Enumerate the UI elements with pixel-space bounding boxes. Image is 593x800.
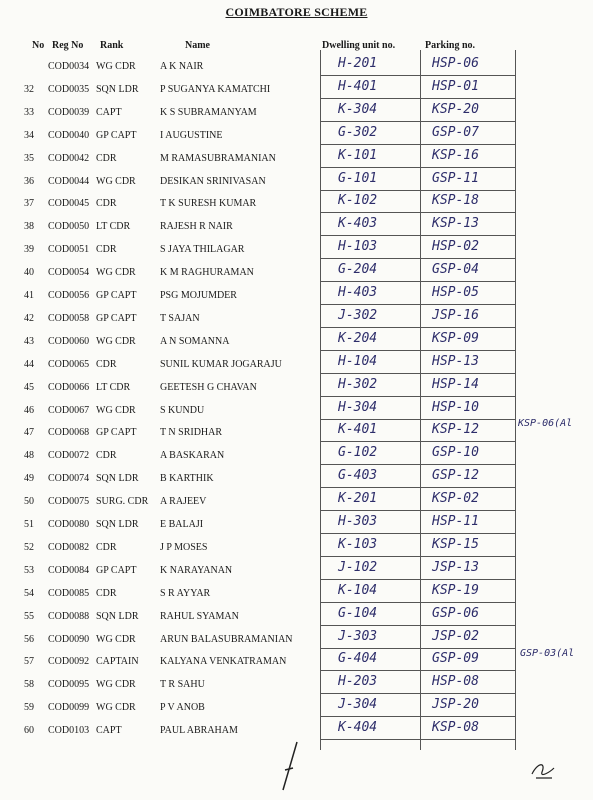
serial-number: 53: [24, 564, 34, 576]
parking-no: GSP-06: [432, 605, 479, 621]
parking-no: GSP-04: [432, 262, 479, 278]
parking-no: JSP-16: [432, 307, 479, 323]
parking-no: GSP-07: [432, 124, 479, 140]
reg-no: COD0056: [48, 290, 90, 301]
row-divider: [320, 739, 515, 740]
table-row: [0, 444, 593, 464]
rank: WG CDR: [96, 404, 136, 416]
reg-no: COD0103: [48, 725, 90, 737]
document-title: COIMBATORE SCHEME: [225, 5, 368, 19]
reg-no: COD0090: [48, 633, 90, 645]
table-row: [0, 101, 593, 121]
dwelling-unit: H-303: [338, 514, 378, 529]
dwelling-unit: K-103: [338, 536, 378, 552]
serial-number: 38: [24, 221, 34, 233]
row-divider: [320, 190, 515, 191]
serial-number: 48: [24, 450, 34, 462]
parking-no: JSP-02: [432, 628, 479, 644]
rank: CAPT: [96, 106, 122, 118]
header-parking: Parking no.: [425, 40, 476, 51]
margin-note: GSP-03(Al: [520, 648, 575, 659]
parking-no: HSP-10: [432, 399, 479, 415]
rank: SURG. CDR: [96, 496, 149, 508]
dwelling-unit: J-102: [338, 559, 378, 575]
header-reg-no: Reg No: [52, 40, 84, 51]
table-row: [0, 605, 593, 625]
table-row: [0, 238, 593, 258]
row-divider: [320, 396, 515, 397]
dwelling-unit: J-304: [338, 697, 378, 713]
name: S R AYYAR: [160, 587, 211, 599]
table-row: [0, 467, 593, 487]
row-divider: [320, 327, 515, 328]
reg-no: COD0075: [48, 496, 90, 508]
dwelling-unit: G-204: [338, 262, 378, 278]
row-divider: [320, 258, 515, 259]
table-row: [0, 78, 593, 98]
row-divider: [320, 75, 515, 76]
rank: GP CAPT: [96, 312, 137, 324]
row-divider: [320, 212, 515, 213]
row-divider: [320, 304, 515, 305]
reg-no: COD0074: [48, 473, 90, 485]
serial-number: 49: [24, 473, 34, 485]
reg-no: COD0065: [48, 358, 90, 370]
rank: CDR: [96, 541, 117, 553]
serial-number: 33: [24, 106, 34, 118]
row-divider: [320, 648, 515, 649]
row-divider: [320, 167, 515, 168]
serial-number: 60: [24, 725, 34, 737]
parking-no: GSP-11: [432, 170, 479, 186]
dwelling-unit: H-104: [338, 353, 378, 369]
rank: GP CAPT: [96, 427, 137, 439]
reg-no: COD0034: [48, 61, 90, 72]
dwelling-unit: H-304: [338, 399, 378, 415]
table-row: [0, 582, 593, 602]
table-row: [0, 215, 593, 235]
row-divider: [320, 98, 515, 99]
table-row: [0, 719, 593, 739]
parking-no: KSP-20: [432, 101, 479, 117]
dwelling-unit: H-403: [338, 285, 378, 300]
reg-no: COD0099: [48, 702, 90, 714]
signature-mark: [275, 740, 305, 795]
row-divider: [320, 373, 515, 374]
rank: WG CDR: [96, 61, 136, 72]
serial-number: 45: [24, 381, 34, 393]
serial-number: 54: [24, 587, 34, 599]
table-row: [0, 330, 593, 350]
row-divider: [320, 716, 515, 717]
table-row: [0, 696, 593, 716]
table-row: [0, 353, 593, 373]
name: T N SRIDHAR: [160, 427, 223, 439]
rank: GP CAPT: [96, 290, 137, 301]
serial-number: 52: [24, 541, 34, 553]
name: B KARTHIK: [160, 473, 214, 485]
parking-no: KSP-09: [432, 330, 479, 346]
reg-no: COD0060: [48, 335, 90, 347]
serial-number: 39: [24, 244, 34, 256]
table-row: [0, 170, 593, 190]
name: P SUGANYA KAMATCHI: [160, 83, 271, 95]
reg-no: COD0080: [48, 519, 90, 530]
serial-number: 46: [24, 404, 34, 416]
parking-no: GSP-09: [432, 651, 479, 667]
dwelling-unit: K-304: [338, 101, 378, 117]
serial-number: 42: [24, 312, 34, 324]
reg-no: COD0050: [48, 221, 90, 233]
name: S JAYA THILAGAR: [160, 244, 245, 256]
dwelling-unit: H-103: [338, 239, 378, 255]
serial-number: 58: [24, 679, 34, 691]
serial-number: 40: [24, 267, 34, 279]
table-row: [0, 421, 593, 441]
rank: CDR: [96, 198, 117, 210]
parking-no: KSP-16: [432, 147, 479, 163]
parking-no: KSP-02: [432, 491, 479, 507]
reg-no: COD0058: [48, 312, 90, 324]
reg-no: COD0066: [48, 381, 90, 393]
dwelling-unit: H-201: [338, 56, 378, 71]
reg-no: COD0072: [48, 450, 90, 462]
parking-no: KSP-12: [432, 422, 479, 438]
parking-no: GSP-10: [432, 445, 479, 461]
table-row: [0, 284, 593, 304]
dwelling-unit: K-104: [338, 582, 378, 598]
header-rank: Rank: [100, 40, 124, 51]
row-divider: [320, 670, 515, 671]
rank: SQN LDR: [96, 83, 139, 95]
rank: CDR: [96, 450, 117, 462]
name: K M RAGHURAMAN: [160, 267, 254, 279]
row-divider: [320, 533, 515, 534]
rank: CDR: [96, 152, 117, 164]
reg-no: COD0067: [48, 404, 90, 416]
serial-number: 47: [24, 427, 34, 439]
parking-no: HSP-02: [432, 239, 479, 255]
row-divider: [320, 419, 515, 420]
row-divider: [320, 579, 515, 580]
parking-no: HSP-14: [432, 376, 479, 392]
parking-no: KSP-15: [432, 536, 479, 552]
reg-no: COD0084: [48, 564, 90, 576]
reg-no: COD0068: [48, 427, 90, 439]
parking-no: HSP-13: [432, 353, 479, 369]
dwelling-unit: H-302: [338, 376, 378, 392]
row-divider: [320, 602, 515, 603]
dwelling-unit: H-203: [338, 674, 378, 690]
serial-number: 44: [24, 358, 34, 370]
parking-no: JSP-20: [432, 697, 479, 713]
table-row: [0, 650, 593, 670]
reg-no: COD0085: [48, 587, 90, 599]
reg-no: COD0092: [48, 656, 90, 668]
rank: CAPTAIN: [96, 656, 139, 668]
header-dwelling-unit: Dwelling unit no.: [322, 40, 396, 51]
table-row: [0, 147, 593, 167]
rank: SQN LDR: [96, 473, 139, 485]
serial-number: 35: [24, 152, 34, 164]
name: T SAJAN: [160, 312, 200, 324]
table-row: [0, 628, 593, 648]
name: A RAJEEV: [160, 496, 207, 508]
name: K S SUBRAMANYAM: [160, 106, 257, 118]
signature: [528, 752, 558, 782]
header-sno: No: [32, 40, 45, 51]
name: P V ANOB: [160, 702, 205, 714]
row-divider: [320, 625, 515, 626]
table-row: [0, 124, 593, 144]
dwelling-unit: K-102: [338, 193, 378, 209]
reg-no: COD0040: [48, 129, 90, 141]
name: A K NAIR: [160, 61, 204, 72]
row-divider: [320, 235, 515, 236]
table-row: [0, 192, 593, 212]
dwelling-unit: G-403: [338, 468, 378, 484]
rank: CDR: [96, 244, 117, 256]
table-row: [0, 55, 593, 75]
dwelling-unit: K-201: [338, 491, 378, 507]
name: E BALAJI: [160, 519, 204, 530]
dwelling-unit: G-104: [338, 605, 378, 621]
row-divider: [320, 441, 515, 442]
parking-no: KSP-08: [432, 720, 479, 736]
rank: GP CAPT: [96, 129, 137, 141]
dwelling-unit: G-101: [338, 170, 378, 186]
rank: CDR: [96, 358, 117, 370]
reg-no: COD0042: [48, 152, 90, 164]
table-row: [0, 513, 593, 533]
name: M RAMASUBRAMANIAN: [160, 152, 276, 164]
rank: SQN LDR: [96, 519, 139, 530]
dwelling-unit: K-101: [338, 147, 378, 163]
serial-number: 41: [24, 290, 34, 301]
row-divider: [320, 693, 515, 694]
parking-no: HSP-08: [432, 674, 479, 690]
rank: WG CDR: [96, 633, 136, 645]
parking-no: KSP-19: [432, 582, 479, 598]
row-divider: [320, 350, 515, 351]
serial-number: 32: [24, 83, 34, 95]
rank: CDR: [96, 587, 117, 599]
parking-no: JSP-13: [432, 559, 479, 575]
parking-no: HSP-05: [432, 285, 479, 300]
table-row: [0, 490, 593, 510]
reg-no: COD0088: [48, 610, 90, 622]
dwelling-unit: J-303: [338, 628, 378, 644]
reg-no: COD0039: [48, 106, 90, 118]
dwelling-unit: K-401: [338, 422, 378, 438]
serial-number: 51: [24, 519, 34, 530]
rank: CAPT: [96, 725, 122, 737]
rank: LT CDR: [96, 221, 131, 233]
rank: SQN LDR: [96, 610, 139, 622]
margin-note: KSP-06(Al: [518, 418, 573, 429]
reg-no: COD0095: [48, 679, 90, 691]
reg-no: COD0044: [48, 175, 90, 187]
name: DESIKAN SRINIVASAN: [160, 175, 266, 187]
rank: WG CDR: [96, 702, 136, 714]
parking-no: HSP-11: [432, 514, 479, 529]
reg-no: COD0051: [48, 244, 90, 256]
row-divider: [320, 556, 515, 557]
parking-no: HSP-01: [432, 78, 479, 94]
rank: WG CDR: [96, 267, 136, 279]
name: I AUGUSTINE: [160, 129, 223, 141]
dwelling-unit: K-404: [338, 720, 378, 736]
dwelling-unit: G-302: [338, 124, 378, 140]
parking-no: GSP-12: [432, 468, 479, 484]
row-divider: [320, 281, 515, 282]
rank: WG CDR: [96, 335, 136, 347]
serial-number: 37: [24, 198, 34, 210]
row-divider: [320, 121, 515, 122]
parking-no: HSP-06: [432, 56, 479, 71]
serial-number: 57: [24, 656, 34, 668]
name: ARUN BALASUBRAMANIAN: [160, 633, 293, 645]
parking-no: KSP-13: [432, 216, 479, 232]
reg-no: COD0045: [48, 198, 90, 210]
rank: LT CDR: [96, 381, 131, 393]
row-divider: [320, 510, 515, 511]
serial-number: 36: [24, 175, 34, 187]
dwelling-unit: K-204: [338, 330, 378, 346]
name: K NARAYANAN: [160, 564, 233, 576]
name: A BASKARAN: [160, 450, 225, 462]
name: A N SOMANNA: [160, 335, 230, 347]
rank: GP CAPT: [96, 564, 137, 576]
name: J P MOSES: [160, 541, 208, 553]
name: S KUNDU: [160, 404, 205, 416]
serial-number: 34: [24, 129, 34, 141]
header-name: Name: [185, 40, 210, 51]
reg-no: COD0035: [48, 83, 90, 95]
parking-no: KSP-18: [432, 193, 479, 209]
serial-number: 55: [24, 610, 34, 622]
serial-number: 59: [24, 702, 34, 714]
dwelling-unit: K-403: [338, 216, 378, 232]
name: T K SURESH KUMAR: [160, 198, 257, 210]
table-row: [0, 399, 593, 419]
dwelling-unit: J-302: [338, 307, 378, 323]
row-divider: [320, 144, 515, 145]
serial-number: 50: [24, 496, 34, 508]
serial-number: 43: [24, 335, 34, 347]
rank: WG CDR: [96, 679, 136, 691]
table-row: [0, 536, 593, 556]
name: KALYANA VENKATRAMAN: [160, 656, 287, 668]
serial-number: 56: [24, 633, 34, 645]
dwelling-unit: H-401: [338, 78, 378, 94]
reg-no: COD0054: [48, 267, 90, 279]
dwelling-unit: G-102: [338, 445, 378, 461]
name: RAHUL SYAMAN: [160, 610, 239, 622]
rank: WG CDR: [96, 175, 136, 187]
name: PSG MOJUMDER: [160, 290, 237, 301]
name: PAUL ABRAHAM: [160, 725, 238, 737]
name: GEETESH G CHAVAN: [160, 381, 257, 393]
table-row: [0, 673, 593, 693]
row-divider: [320, 464, 515, 465]
table-row: [0, 307, 593, 327]
table-row: [0, 559, 593, 579]
name: RAJESH R NAIR: [160, 221, 233, 233]
row-divider: [320, 487, 515, 488]
table-row: [0, 376, 593, 396]
table-row: [0, 261, 593, 281]
dwelling-unit: G-404: [338, 651, 378, 667]
name: SUNIL KUMAR JOGARAJU: [160, 358, 282, 370]
reg-no: COD0082: [48, 541, 90, 553]
name: T R SAHU: [160, 679, 205, 691]
